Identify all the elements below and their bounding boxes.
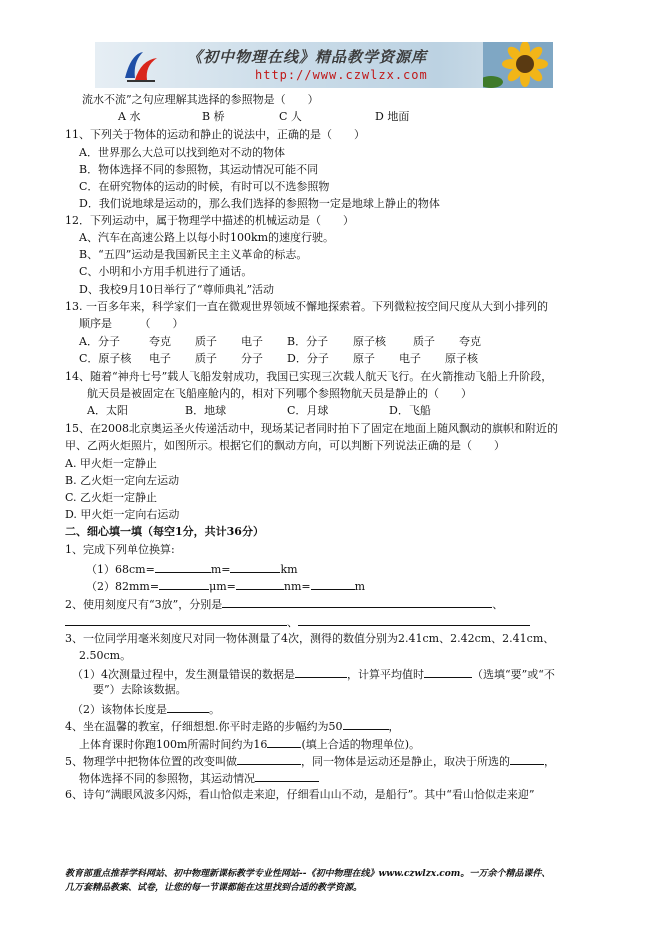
answer-blank[interactable] [155, 561, 211, 573]
q10-stem-tail: 流水不流”之句应理解其选择的参照物是（ ） [82, 93, 319, 106]
f1-line1-prefix: （1）68cm= [86, 563, 155, 576]
q13-rowC-item: 电子 [149, 352, 171, 365]
f5-text: 物体选择不同的参照物，其运动情况 [79, 772, 255, 785]
q14-stem-line1: 14、随着“神舟七号”载人飞船发射成功，我国已实现三次载人航天飞行。在火箭推动飞船上升阶段， [65, 370, 553, 383]
banner-title: 《初中物理在线》精品教学资源库 [187, 48, 428, 66]
answer-blank[interactable] [255, 770, 319, 782]
f5-text: 5、物理学中把物体位置的改变叫做 [65, 755, 237, 768]
f3-part1 [72, 666, 555, 682]
q10-option-d: D 地面 [375, 110, 410, 123]
answer-blank[interactable] [230, 561, 280, 573]
footer-line2: 几万套精品教案、试卷，让您的每一节课都能在这里找到合适的教学资源。 [65, 883, 363, 893]
q11-option-d: D．我们说地球是运动的，那么我们选择的参照物一定是地球上静止的物体 [79, 197, 440, 210]
q10-option-a: A 水 [118, 110, 141, 123]
f6-line1: 6、诗句“满眼风波多闪烁，看山恰似走来迎，仔细看山山不动，是船行”。其中“看山恰似走来迎” [65, 788, 535, 801]
answer-blank[interactable] [267, 736, 301, 748]
f1-line2-prefix: （2）82mm= [86, 580, 160, 593]
f4-line1 [65, 718, 400, 734]
answer-blank[interactable] [311, 578, 355, 590]
q13-rowC-item: 质子 [195, 352, 217, 365]
f4-text: (填上合适的物理单位)。 [301, 738, 421, 751]
f4-text: 上体育课时你跑100m所需时间约为16 [79, 738, 268, 751]
answer-blank[interactable] [510, 753, 544, 765]
f2-separator: 、 [492, 598, 504, 611]
q13-rowA-item: B．分子 [287, 335, 329, 348]
q13-rowC-item: 原子 [353, 352, 375, 365]
f1-line2-unit: m [354, 580, 366, 593]
f2-line2 [65, 614, 530, 630]
footer-line1: 教育部重点推荐学科网站、初中物理新课标教学专业性网站--《初中物理在线》www.czwlzx.com。一万余个精品课件、 [65, 869, 551, 879]
q11-option-c: C．在研究物体的运动的时候，有时可以不选参照物 [79, 180, 330, 193]
answer-blank[interactable] [424, 666, 472, 678]
site-logo-icon [121, 48, 161, 84]
q11-option-b: B．物体选择不同的参照物，其运动情况可能不同 [79, 163, 319, 176]
q14-option-c: C．月球 [287, 404, 329, 417]
q14-option-b: B．地球 [185, 404, 227, 417]
q14-option-a: A．太阳 [87, 404, 128, 417]
f2-separator: 、 [287, 616, 298, 629]
q15-option-b: B. 乙火炬一定向左运动 [65, 474, 180, 487]
q12-option-a: A、汽车在高速公路上以每小时100km的速度行驶。 [79, 231, 335, 244]
q15-stem-line2: 甲、乙两火炬照片，如图所示。根据它们的飘动方向，可以判断下列说法正确的是（ ） [65, 439, 505, 452]
f3-part1-text: （1）4次测量过程中，发生测量错误的数据是 [72, 668, 295, 681]
q13-rowA-item: 质子 [413, 335, 435, 348]
answer-blank[interactable] [343, 718, 389, 730]
f3-part2-text: （2）该物体长度是 [72, 703, 167, 716]
answer-blank[interactable] [236, 578, 284, 590]
q15-option-c: C. 乙火炬一定静止 [65, 491, 158, 504]
q10-option-c: C 人 [279, 110, 302, 123]
q13-rowA-item: 质子 [195, 335, 217, 348]
f3-part1-text: ，计算平均值时 [347, 668, 424, 681]
q13-rowA-item: 原子核 [353, 335, 386, 348]
answer-blank[interactable] [65, 614, 287, 626]
q15-option-d: D. 甲火炬一定向右运动 [65, 508, 180, 521]
q13-stem-line1: 13. 一百多年来，科学家们一直在微观世界领域不懈地探索着。下列微粒按空间尺度从大到小排列的 [65, 300, 548, 313]
q13-rowC-item: 原子核 [445, 352, 478, 365]
f3-part2-text: 。 [209, 703, 220, 716]
q15-option-a: A. 甲火炬一定静止 [65, 457, 157, 470]
q11-stem: 11、下列关于物体的运动和静止的说法中，正确的是（ ） [65, 128, 365, 141]
q13-rowC-item: 电子 [399, 352, 421, 365]
q10-option-b: B 桥 [202, 110, 225, 123]
answer-blank[interactable] [237, 753, 301, 765]
f5-text: ，同一物体是运动还是静止，取决于所选的 [301, 755, 510, 768]
q13-rowA-item: 夸克 [149, 335, 171, 348]
f2-stem: 2、使用刻度尺有“3放”，分别是 [65, 598, 223, 611]
q14-option-d: D．飞船 [389, 404, 431, 417]
q12-option-b: B、“五四”运动是我国新民主主义革命的标志。 [79, 248, 308, 261]
sunflower-icon [483, 42, 553, 88]
q13-rowC-item: C．原子核 [79, 352, 132, 365]
q13-rowC-item: D．分子 [287, 352, 329, 365]
q13-rowA-item: 夸克 [459, 335, 481, 348]
header-banner [95, 42, 553, 88]
f1-line1-unit: km [280, 563, 298, 576]
f1-line1 [86, 561, 298, 577]
q12-stem: 12．下列运动中，属于物理学中描述的机械运动是（ ） [65, 214, 354, 227]
f2-line1 [65, 596, 503, 612]
answer-blank[interactable] [167, 701, 209, 713]
q15-stem-line1: 15、在2008北京奥运圣火传递活动中，现场某记者同时拍下了固定在地面上随风飘动的旗帜和附近的 [65, 422, 558, 435]
q13-rowA-item: A．分子 [79, 335, 120, 348]
f3-stem-line1: 3、一位同学用毫米刻度尺对同一物体测量了4次，测得的数值分别为2.41cm、2.42cm、2.41cm、 [65, 632, 555, 645]
q11-option-a: A．世界那么大总可以找到绝对不动的物体 [79, 146, 285, 159]
f4-text: 4、坐在温馨的教室，仔细想想.你平时走路的步幅约为50 [65, 720, 343, 733]
f1-stem: 1、完成下列单位换算: [65, 543, 175, 556]
answer-blank[interactable] [295, 666, 347, 678]
f1-line2-unit: μm= [209, 580, 236, 593]
f3-part2 [72, 701, 220, 717]
f1-line2 [86, 578, 365, 594]
f4-line2 [79, 736, 420, 752]
q14-stem-line2: 航天员是被固定在飞船座舱内的，相对下列哪个参照物航天员是静止的（ ） [87, 387, 472, 400]
f5-line2 [79, 770, 319, 786]
answer-blank[interactable] [159, 578, 209, 590]
f4-text: ， [388, 720, 400, 733]
q13-rowC-item: 分子 [241, 352, 263, 365]
f5-text: ， [544, 755, 555, 768]
banner-url[interactable]: http://www.czwlzx.com [255, 68, 428, 82]
q13-stem-line2: 顺序是 （ ） [79, 317, 184, 330]
answer-blank[interactable] [222, 596, 492, 608]
q12-option-d: D、我校9月10日举行了“尊师典礼”活动 [79, 283, 275, 296]
f3-part1-text: （选填“要”或“不 [472, 668, 555, 681]
f3-stem-line2: 2.50cm。 [79, 649, 132, 662]
f1-line2-unit: nm= [283, 580, 311, 593]
q13-rowA-item: 电子 [241, 335, 263, 348]
f1-line1-unit: m= [210, 563, 231, 576]
q12-option-c: C、小明和小方用手机进行了通话。 [79, 265, 253, 278]
answer-blank[interactable] [298, 614, 530, 626]
f3-part1-cont: 要”）去除该数据。 [93, 683, 187, 696]
section-heading: 二、细心填一填（每空1分，共计36分） [65, 525, 264, 538]
f5-line1 [65, 753, 555, 769]
